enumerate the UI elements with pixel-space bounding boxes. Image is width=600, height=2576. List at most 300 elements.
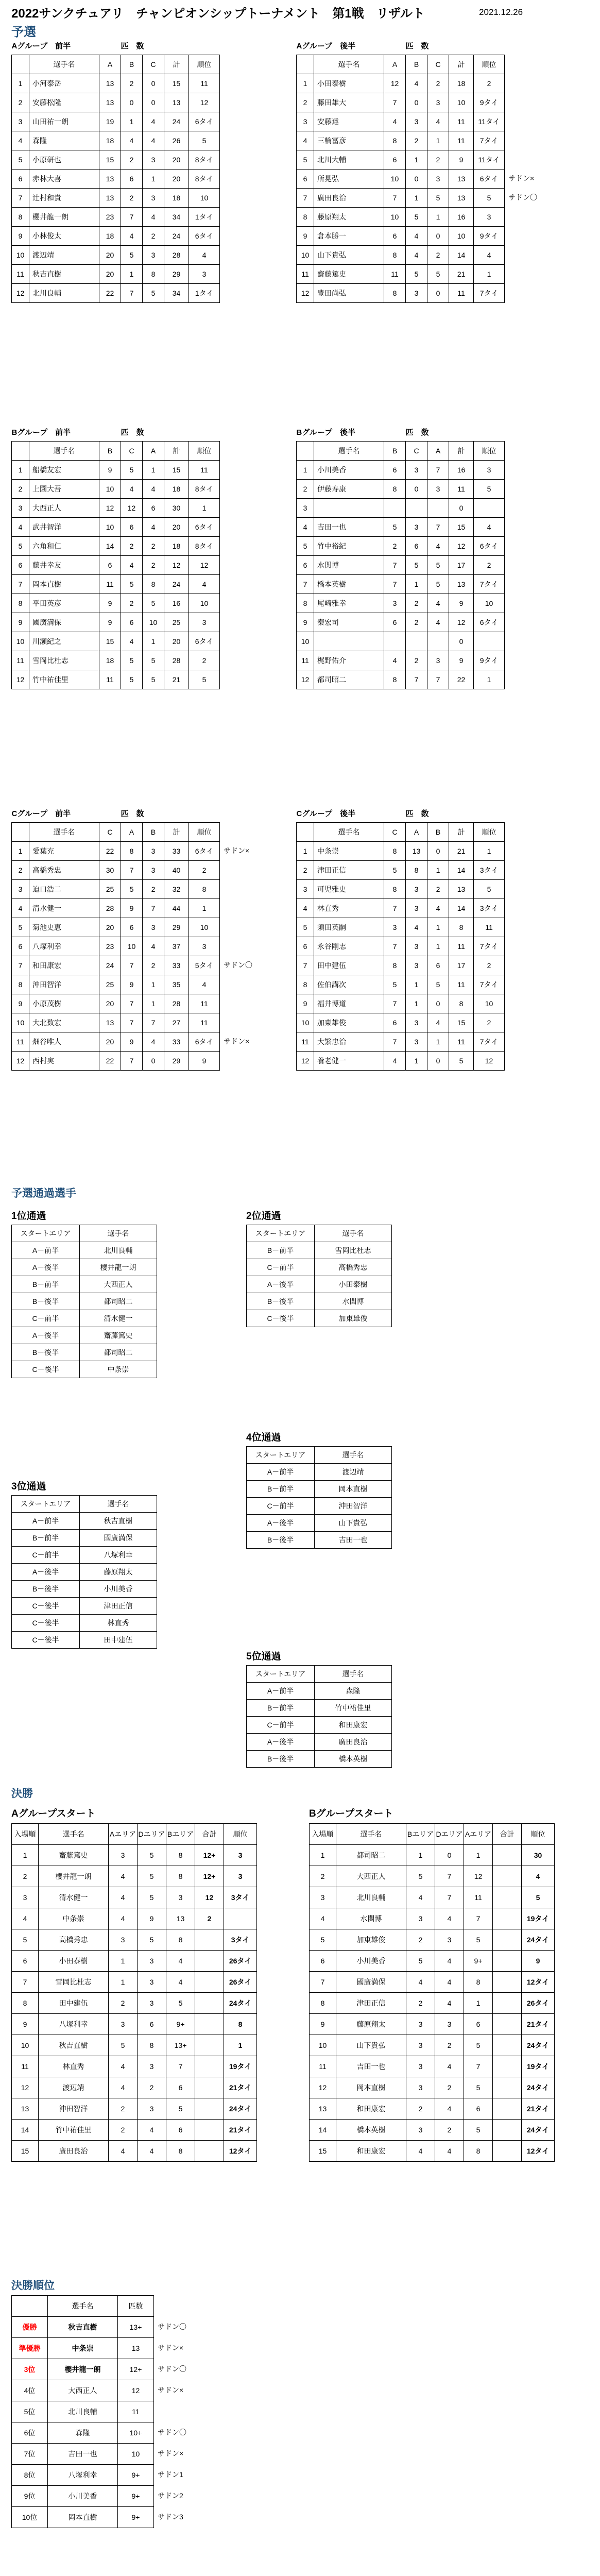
table-cell: 7 [427, 670, 449, 689]
table-cell: 6 [99, 556, 121, 575]
group-table [296, 422, 505, 689]
start-area-cell: B－後半 [247, 1751, 315, 1768]
table-cell: 4 [427, 537, 449, 556]
table-cell: 秋吉直樹 [39, 2035, 109, 2056]
start-area-cell: C－後半 [12, 1361, 80, 1378]
table-cell: 5 [427, 556, 449, 575]
table-cell: 7 [384, 937, 406, 956]
table-cell: 5 [143, 594, 164, 613]
table-cell: 13 [164, 93, 189, 112]
score-caption: 匹 数 [121, 809, 144, 818]
player-name-cell: 田中建伍 [80, 1632, 157, 1649]
table-cell: 15 [99, 632, 121, 651]
table-cell: 山下貴弘 [336, 2035, 406, 2056]
table-cell: 都司昭二 [336, 1845, 406, 1866]
table-cell: 7 [121, 208, 143, 227]
table-cell: 9 [449, 150, 474, 170]
table-row [12, 208, 220, 227]
table-cell: 24 [164, 112, 189, 131]
table-cell: 19タイ [522, 2056, 555, 2077]
table-cell [493, 1993, 522, 2014]
sudden-note: サドン× [158, 2344, 184, 2352]
group-title: Cグループ 前半 [11, 809, 71, 818]
column-header: A [406, 823, 427, 842]
table-cell: 水関博 [336, 1908, 406, 1929]
table-row [12, 1887, 257, 1908]
table-row [297, 150, 505, 170]
column-header: 匹数 [118, 2296, 154, 2317]
table-cell: 雪岡比杜志 [29, 651, 99, 670]
qualifier-block-title: 5位通過 [246, 1651, 281, 1662]
table-cell: 8 [384, 284, 406, 303]
table-cell: 1 [121, 112, 143, 131]
table-cell: 3 [474, 461, 505, 480]
qualifier-table [11, 1495, 157, 1649]
table-cell: 1 [12, 74, 29, 93]
table-cell: 15 [99, 150, 121, 170]
table-row [12, 651, 220, 670]
score-caption: 匹 数 [405, 809, 429, 818]
table-cell: 0 [143, 1052, 164, 1071]
table-cell [427, 632, 449, 651]
table-cell: 7タイ [474, 284, 505, 303]
table-row [297, 246, 505, 265]
table-row [12, 284, 220, 303]
table-cell: 5 [297, 537, 314, 556]
player-name-cell: 北川良輔 [48, 2401, 118, 2422]
table-cell: 4 [474, 246, 505, 265]
table-cell: 8タイ [189, 480, 220, 499]
table-cell: 15 [12, 2141, 39, 2162]
column-header: スタートエリア [12, 1496, 80, 1513]
table-cell: 水関博 [314, 556, 384, 575]
table-cell: 12 [449, 613, 474, 632]
table-cell: 11 [449, 480, 474, 499]
table-cell: 3 [138, 2056, 166, 2077]
start-area-cell: B－後半 [12, 1293, 80, 1310]
table-cell: 4 [522, 1866, 555, 1887]
table-cell: 44 [164, 899, 189, 918]
table-cell: 1 [143, 632, 164, 651]
table-cell: 8 [143, 265, 164, 284]
start-area-cell: C－前半 [247, 1259, 315, 1276]
table-cell: 6 [310, 1951, 336, 1972]
sudden-note: サドン〇 [158, 2365, 186, 2373]
table-row [297, 899, 505, 918]
table-cell: 11 [189, 1013, 220, 1032]
table-cell [474, 632, 505, 651]
table-row [12, 2141, 257, 2162]
table-row [12, 1972, 257, 1993]
table-cell [493, 2141, 522, 2162]
table-cell: 11 [449, 1032, 474, 1052]
table-cell: 12 [449, 537, 474, 556]
column-header: 合計 [493, 1824, 522, 1845]
table-row [12, 2120, 257, 2141]
column-header: 選手名 [315, 1666, 392, 1683]
table-cell: 12+ [195, 1845, 224, 1866]
table-cell [314, 632, 384, 651]
table-cell: 24タイ [522, 2120, 555, 2141]
sudden-note: サドン1 [158, 2470, 183, 2479]
table-row [12, 1259, 157, 1276]
table-row [310, 2056, 555, 2077]
table-cell: 7 [121, 861, 143, 880]
table-cell: 18 [164, 537, 189, 556]
table-cell: 11 [297, 265, 314, 284]
table-cell: 8 [449, 994, 474, 1013]
table-cell: 2 [435, 2120, 464, 2141]
table-cell: 齋藤篤史 [314, 265, 384, 284]
table-cell: 21タイ [522, 2014, 555, 2035]
table-cell: 6 [427, 956, 449, 975]
table-cell: 4 [384, 1052, 406, 1071]
table-cell: 6 [406, 537, 427, 556]
table-cell: 4 [121, 556, 143, 575]
sudden-note: サドン2 [158, 2492, 183, 2500]
ranking-row [12, 2486, 154, 2507]
table-row [12, 246, 220, 265]
table-cell: 7 [384, 189, 406, 208]
table-row [297, 575, 505, 594]
table-cell: 7タイ [474, 937, 505, 956]
table-cell: 5 [297, 918, 314, 937]
table-cell: 5 [189, 131, 220, 150]
table-cell: 小原研也 [29, 150, 99, 170]
rank-cell: 準優勝 [12, 2338, 48, 2359]
player-name-cell: 國廣満保 [80, 1530, 157, 1547]
column-header: 選手名 [314, 442, 384, 461]
table-cell: 7 [121, 1013, 143, 1032]
player-name-cell: 高橋秀忠 [315, 1259, 392, 1276]
table-cell: 3 [297, 499, 314, 518]
column-header: 選手名 [29, 55, 99, 74]
table-cell: 3 [297, 112, 314, 131]
table-cell: 9 [189, 1052, 220, 1071]
table-cell: 9 [99, 461, 121, 480]
table-cell: 津田正信 [336, 1993, 406, 2014]
table-cell: 6 [384, 227, 406, 246]
table-cell: 5 [12, 918, 29, 937]
table-cell: 10 [384, 170, 406, 189]
table-cell: 4 [297, 899, 314, 918]
table-cell: 0 [406, 93, 427, 112]
table-cell: 12 [297, 670, 314, 689]
table-row [12, 1513, 157, 1530]
rank-cell: 9位 [12, 2486, 48, 2507]
table-cell [493, 1972, 522, 1993]
table-cell: 大繁忠治 [314, 1032, 384, 1052]
table-row [12, 1032, 220, 1052]
table-cell: 伊藤寿康 [314, 480, 384, 499]
group-title: Bグループ 後半 [296, 428, 356, 437]
table-cell: 4 [310, 1908, 336, 1929]
table-cell [493, 1887, 522, 1908]
table-cell: 30 [99, 861, 121, 880]
ranking-row [12, 2422, 154, 2444]
table-cell: 10 [297, 246, 314, 265]
table-row [12, 1615, 157, 1632]
table-cell: 4 [435, 2141, 464, 2162]
table-cell: 1タイ [189, 208, 220, 227]
table-cell: 30 [164, 499, 189, 518]
table-cell: 6 [138, 2014, 166, 2035]
table-cell: 1タイ [189, 284, 220, 303]
player-name-cell: 北川良輔 [80, 1242, 157, 1259]
table-cell: 0 [143, 74, 164, 93]
table-cell: 6タイ [474, 613, 505, 632]
table-cell: 8 [189, 880, 220, 899]
table-cell: 19タイ [522, 1908, 555, 1929]
table-cell: 4 [435, 2098, 464, 2120]
qualifier-table [246, 1225, 392, 1327]
table-cell: 9 [449, 651, 474, 670]
ranking-row [12, 2317, 154, 2338]
table-row [12, 112, 220, 131]
table-row [310, 2077, 555, 2098]
table-cell: 5 [464, 2120, 493, 2141]
table-cell: 9 [99, 594, 121, 613]
table-cell [195, 2035, 224, 2056]
table-cell: 3 [474, 208, 505, 227]
table-row [12, 1327, 157, 1344]
table-cell [195, 2014, 224, 2035]
table-cell: 6 [166, 2120, 195, 2141]
table-cell: 森隆 [29, 131, 99, 150]
group-table [296, 36, 505, 303]
table-cell: 3 [406, 899, 427, 918]
sudden-note: サドン× [158, 2449, 184, 2458]
count-cell: 13 [118, 2338, 154, 2359]
table-cell: 27 [164, 1013, 189, 1032]
table-cell: 6タイ [189, 1032, 220, 1052]
table-cell: 4 [406, 1887, 435, 1908]
table-cell: 1 [121, 265, 143, 284]
table-cell: 6 [12, 170, 29, 189]
table-row [297, 227, 505, 246]
table-cell: 2 [189, 861, 220, 880]
table-cell: 0 [427, 994, 449, 1013]
table-cell: 9 [99, 613, 121, 632]
page-title: 2022サンクチュアリ チャンピオンシップトーナメント 第1戦 リザルト [11, 7, 425, 21]
table-cell: 10 [474, 594, 505, 613]
table-cell: 8 [384, 480, 406, 499]
table-cell: 3 [406, 518, 427, 537]
table-row [247, 1700, 392, 1717]
table-cell: 3 [143, 861, 164, 880]
table-cell: 大西正人 [29, 499, 99, 518]
table-cell: 3 [297, 880, 314, 899]
count-cell: 9+ [118, 2507, 154, 2528]
table-cell: 8タイ [189, 537, 220, 556]
table-cell: 2 [427, 880, 449, 899]
start-area-cell: A－前半 [12, 1242, 80, 1259]
table-cell: 4 [138, 2141, 166, 2162]
start-area-cell: B－後半 [247, 1532, 315, 1549]
table-cell: 4 [143, 937, 164, 956]
table-cell: 藤原翔太 [314, 208, 384, 227]
table-cell: 10 [297, 1013, 314, 1032]
table-cell: 0 [121, 93, 143, 112]
table-cell: 岡本直樹 [29, 575, 99, 594]
table-cell: 2 [297, 861, 314, 880]
table-cell: 2 [109, 2120, 138, 2141]
table-cell: 8 [121, 842, 143, 861]
table-cell: 林直秀 [39, 2056, 109, 2077]
table-cell: 高橋秀忠 [39, 1929, 109, 1951]
sudden-note: サドン× [508, 174, 535, 182]
table-cell: 4 [427, 899, 449, 918]
table-cell: 5 [12, 150, 29, 170]
table-row [12, 131, 220, 150]
table-cell: 11 [189, 74, 220, 93]
rank-cell: 3位 [12, 2359, 48, 2380]
table-cell: 1 [406, 994, 427, 1013]
table-cell: 11 [99, 575, 121, 594]
table-cell: 7 [435, 1887, 464, 1908]
table-cell: 吉田一也 [336, 2056, 406, 2077]
column-header: A [121, 823, 143, 842]
table-cell: 8 [384, 670, 406, 689]
table-cell: 26 [164, 131, 189, 150]
table-cell: 12 [297, 284, 314, 303]
column-header: 選手名 [315, 1225, 392, 1242]
table-row [12, 499, 220, 518]
table-cell: 10 [474, 994, 505, 1013]
sudden-note: サドン× [224, 846, 250, 855]
table-cell: 加東雄俊 [336, 1929, 406, 1951]
player-name-cell: 林直秀 [80, 1615, 157, 1632]
table-cell: 3 [224, 1845, 257, 1866]
column-header: スタートエリア [12, 1225, 80, 1242]
table-cell: 小原茂樹 [29, 994, 99, 1013]
column-header: スタートエリア [247, 1447, 315, 1464]
table-cell: 5 [121, 575, 143, 594]
column-header: Dエリア [435, 1824, 464, 1845]
table-row [247, 1464, 392, 1481]
column-header: 順位 [189, 442, 220, 461]
table-cell: 和田康宏 [336, 2098, 406, 2120]
table-cell: 和田康宏 [336, 2141, 406, 2162]
table-cell: 4 [384, 651, 406, 670]
table-row [297, 93, 505, 112]
table-cell: 2 [138, 2077, 166, 2098]
table-cell: 畑谷唯人 [29, 1032, 99, 1052]
table-cell: 0 [143, 93, 164, 112]
table-cell: 10 [12, 1013, 29, 1032]
table-cell [195, 2056, 224, 2077]
table-cell: 40 [164, 861, 189, 880]
table-row [12, 74, 220, 93]
table-cell: 0 [435, 1845, 464, 1866]
table-cell: 1 [427, 861, 449, 880]
start-area-cell: C－前半 [247, 1717, 315, 1734]
table-cell: 26タイ [224, 1972, 257, 1993]
table-cell: 8タイ [189, 170, 220, 189]
table-cell: 2 [189, 651, 220, 670]
table-cell: 4 [435, 1908, 464, 1929]
table-cell: 13 [166, 1908, 195, 1929]
table-cell: 4 [143, 480, 164, 499]
table-cell: 4 [121, 632, 143, 651]
column-header: 選手名 [29, 823, 99, 842]
column-header [12, 823, 29, 842]
table-cell: 5 [121, 461, 143, 480]
table-cell: 5 [297, 150, 314, 170]
qualifier-table [246, 1446, 392, 1549]
table-cell: 8 [166, 1866, 195, 1887]
table-cell [493, 2098, 522, 2120]
player-name-cell: 廣田良治 [315, 1734, 392, 1751]
table-cell: 12 [474, 1052, 505, 1071]
table-cell: 9タイ [474, 651, 505, 670]
table-cell: 1 [464, 1845, 493, 1866]
table-cell [195, 1929, 224, 1951]
table-cell: 7 [427, 461, 449, 480]
qualifier-block-title: 3位通過 [11, 1481, 46, 1492]
table-row [297, 1052, 505, 1071]
table-cell: 7 [12, 956, 29, 975]
table-row [12, 899, 220, 918]
table-row [297, 265, 505, 284]
table-cell: 沖田智洋 [29, 975, 99, 994]
table-cell: 7 [143, 1013, 164, 1032]
sudden-note: サドン〇 [224, 961, 252, 969]
table-cell: 4 [12, 899, 29, 918]
qualifier-block-title: 1位通過 [11, 1211, 46, 1222]
table-cell: 6 [297, 556, 314, 575]
table-cell: 10 [99, 480, 121, 499]
table-cell: 10 [189, 918, 220, 937]
table-row [12, 461, 220, 480]
table-cell: 11 [297, 651, 314, 670]
table-cell: 18 [99, 227, 121, 246]
table-cell: 19タイ [224, 2056, 257, 2077]
table-cell: 小田泰樹 [314, 74, 384, 93]
table-cell: 8 [384, 246, 406, 265]
column-header: Bエリア [166, 1824, 195, 1845]
table-row [297, 556, 505, 575]
table-cell: 5 [138, 1866, 166, 1887]
rank-cell: 優勝 [12, 2317, 48, 2338]
table-cell: 0 [449, 499, 474, 518]
table-row [310, 1866, 555, 1887]
table-cell: 2 [310, 1866, 336, 1887]
player-name-cell: 都司昭二 [80, 1293, 157, 1310]
table-row [310, 1951, 555, 1972]
column-header: 選手名 [314, 823, 384, 842]
column-header: B [99, 442, 121, 461]
table-cell: 3 [427, 93, 449, 112]
table-cell: 15 [164, 74, 189, 93]
table-cell: 6 [121, 918, 143, 937]
table-cell: 20 [99, 918, 121, 937]
table-cell: 2 [12, 93, 29, 112]
table-cell: 4 [12, 1908, 39, 1929]
table-cell: 9タイ [474, 93, 505, 112]
player-name-cell: 山下貴弘 [315, 1515, 392, 1532]
ranking-row [12, 2359, 154, 2380]
player-name-cell: 橋本英樹 [315, 1751, 392, 1768]
table-cell: 6タイ [189, 632, 220, 651]
table-cell: 7タイ [474, 131, 505, 150]
table-cell: 中条崇 [314, 842, 384, 861]
table-cell: 6 [12, 937, 29, 956]
table-row [12, 1547, 157, 1564]
table-cell [195, 2077, 224, 2098]
table-cell: 1 [189, 899, 220, 918]
rank-cell: 6位 [12, 2422, 48, 2444]
